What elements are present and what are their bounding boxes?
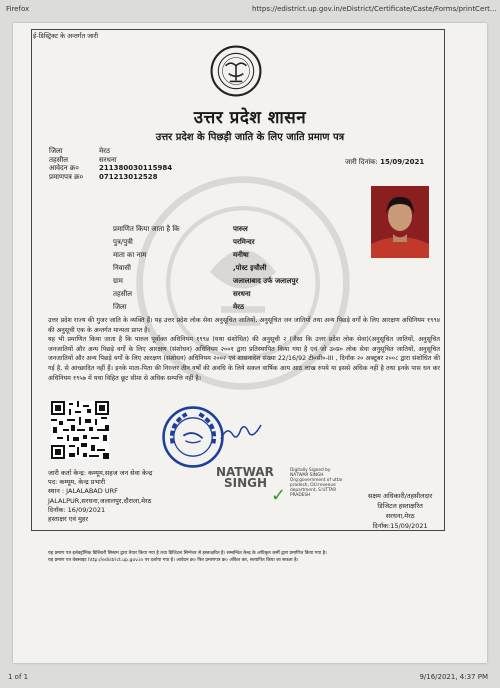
up-government-emblem-icon xyxy=(210,45,262,97)
certificate-title: उत्तर प्रदेश शासन xyxy=(193,108,307,128)
print-timestamp: 9/16/2021, 4:37 PM xyxy=(419,673,488,681)
digital-signer-name xyxy=(216,467,274,489)
village-label: ग्राम xyxy=(113,277,123,285)
center-line-6: हस्ताक्षर एवं मुहर xyxy=(48,515,89,524)
issuing-officer xyxy=(368,491,432,531)
certificate-number-value: 071213012528 xyxy=(99,172,158,181)
caste-certificate xyxy=(13,23,487,663)
browser-header xyxy=(0,0,500,18)
officer-designation: सक्षम अधिकारी/तहसीलदार xyxy=(368,492,433,500)
certificate-number-label: प्रमाणपत्र क्र० xyxy=(49,172,84,181)
person-details xyxy=(113,223,298,314)
center-line-5: दिनॉक: 16/09/2021 xyxy=(48,505,106,514)
center-line-1: जारी कर्ता केन्द्र: कम्यूम,सहज जन सेवा केन्द्र xyxy=(48,469,153,477)
person-name-label: प्रमाणित किया जाता है कि xyxy=(113,225,180,233)
certificate-number-row xyxy=(49,173,172,182)
person-district-value: मेरठ xyxy=(233,303,245,311)
center-line-2: पद: कम्यूम, केन्द्र प्रभारी xyxy=(48,478,106,487)
father-name-row xyxy=(113,236,298,249)
page-count: 1 of 1 xyxy=(8,673,29,681)
tehsil-value: सरधना xyxy=(99,155,117,164)
person-name-row xyxy=(113,223,298,236)
service-center-seal-icon xyxy=(161,405,225,469)
center-line-3: स्थान : JALALABAD URF xyxy=(48,487,118,496)
footer-line-2: यह प्रमाण पत्र वेबसाइट http://edistrict.up.gov.in पर दर्शाया गया है। आवेदन क्र० फिर प्रमाणपत्र क्र० अंकित कर, सत्यापित किया जा सकता है। xyxy=(48,558,299,563)
issue-date-value: 15/09/2021 xyxy=(380,158,425,166)
person-district-label: जिला xyxy=(113,303,127,311)
browser-footer xyxy=(0,670,500,688)
issue-date xyxy=(345,158,424,167)
district-value: मेरठ xyxy=(99,147,111,155)
person-district-row xyxy=(113,301,298,314)
residence-row xyxy=(113,262,298,275)
person-tehsil-value: सरधना xyxy=(233,290,251,298)
father-name-label: पुत्र/पुत्री xyxy=(113,238,133,246)
mother-name-row xyxy=(113,249,298,262)
applicant-photo xyxy=(371,186,429,258)
tehsil-label: तहसील xyxy=(49,155,68,164)
certificate-body xyxy=(48,316,440,383)
application-number-row xyxy=(49,164,172,173)
village-row xyxy=(113,275,298,288)
issue-date-label: जारी दिनांक: xyxy=(345,158,378,166)
tehsil-row xyxy=(49,156,172,165)
header-note: ई-डिस्ट्रिक्ट के अन्तर्गत जारी xyxy=(33,32,99,40)
mother-name-value: मनीषा xyxy=(233,251,249,259)
village-value: जलालाबाद उर्फ जलालपुर xyxy=(233,277,299,285)
mother-name-label: माता का नाम xyxy=(113,251,147,259)
person-tehsil-label: तहसील xyxy=(113,290,132,298)
signer-name-line2: SINGH xyxy=(224,476,268,490)
residence-value: ,पोस्ट इचौली xyxy=(233,264,267,272)
qr-code xyxy=(51,401,109,459)
certificate-footer-note xyxy=(48,550,442,564)
browser-app-name: Firefox xyxy=(6,5,30,13)
application-number-value: 211380030115984 xyxy=(99,164,173,172)
certificate-subtitle: उत्तर प्रदेश के पिछड़ी जाति के लिए जाति प्रमाण पत्र xyxy=(155,132,345,143)
registration-details xyxy=(49,147,172,181)
footer-line-1: यह प्रमाण पत्र इलेक्ट्रॉनिक डिलिवरी सिस्टम द्वारा तैयार किया गया है तथा डिजिटल सिग्नेचर से हस्ताक्षरित है। सम्बन्धित केन्द्र के अधिकृत कर्मी द्वारा प्रमाणित किया गया है। xyxy=(48,551,327,556)
signer-name-line1: NATWAR xyxy=(216,465,274,479)
handwritten-signature xyxy=(219,421,263,443)
district-label: जिला xyxy=(49,147,63,155)
district-row xyxy=(49,147,172,156)
body-paragraph-2: यह भी प्रमाणित किया जाता है कि पारुल पूर्वोक्त अधिनियम १९९४ (यथा संशोधित) की अनुसूची २ (जैसा कि उत्तर प्रदेश लोक सेवा)(अनुसूचित जातियों, अनुसूचित जनजातियों और अन्य पिछड़े वर्गों के लिए आरक्षण (संशोधन) अधिनियम २००१ द्वारा प्रतिस्थापित किया गया है एवं जो उ०प्र० लोक सेवा अनुसूचित जातियों, अनुसूचित जनजातियों और अन्य पिछड़े वर्गों के लिए आरक्षण (संशोधन) अधिनियम २००२ एवं शासनादेश संख्या 22/16/92 टी०सी०-III , दिनॉक २० अक्टूबर २००८ द्वारा संशोधित की गई है, से आच्छादित नहीं हैं। इनके माता-पिता की निरन्तर तीन वर्षों की अवधि के लिये सकल वार्षिक आय आठ लाख रुपये या इससे अधिक नहीं है तथा इनके पास धन कर अधिनियम १९५७ में यथा विहित छूट सीमा से अधिक सम्पत्ति नहीं है। xyxy=(48,336,440,382)
residence-label: निवासी xyxy=(113,264,131,272)
browser-url[interactable]: https://edistrict.up.gov.in/eDistrict/Certificate/Caste/Forms/printCert... xyxy=(252,5,497,13)
person-tehsil-row xyxy=(113,288,298,301)
officer-date: दिनॉक:15/09/2021 xyxy=(372,522,428,530)
body-paragraph-1: उत्तर प्रदेश राज्य की गुजर जाति के व्यक्ति हैं। यह उत्तर प्रदेश लोक सेवा अनुसूचित जातियों, अनुसूचित जन जातियों तथा अन्य पिछड़े वर्गों के लिए आरक्षण अधिनियम १९९४ की अनुसूची एक के अन्तर्गत मान्यता प्राप्त है। xyxy=(48,317,440,334)
digital-signature-details: Digitally Signed by NATWAR SINGH Org:government of uttar pradesh, OU:revenue department, S:UTTAR PRADESH xyxy=(290,468,343,498)
digital-signature-check-icon: ✓ xyxy=(271,485,287,506)
officer-place: सरधना,मेरठ xyxy=(385,512,415,520)
issuing-center-details xyxy=(48,469,152,524)
officer-sign-label: डिजिटल हस्ताक्षरित xyxy=(377,502,423,510)
person-name-value: पारुल xyxy=(233,225,248,233)
center-line-4: JALALPUR,सरधना,जलालपुर,दौराला,मेरठ xyxy=(48,496,152,505)
father-name-value: परमिन्दर xyxy=(233,238,255,246)
application-number-label: आवेदन क्र० xyxy=(49,164,79,172)
